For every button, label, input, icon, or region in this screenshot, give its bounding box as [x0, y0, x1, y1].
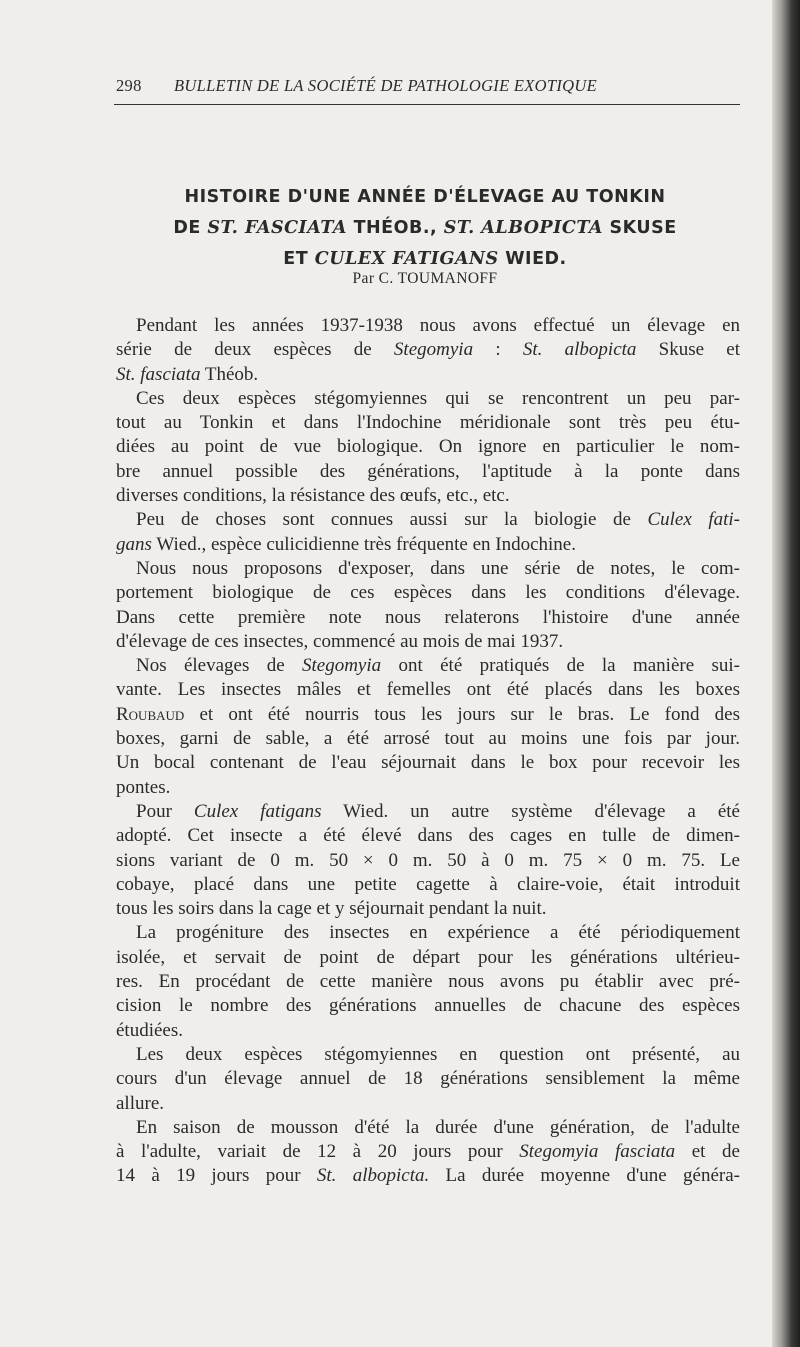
- article-title: [100, 182, 750, 275]
- text-line: Dans cette première note nous relaterons l'histoire d'une année: [116, 606, 740, 628]
- title-species: ST. FASCIATA: [207, 218, 347, 238]
- text-span: Nos élevages de: [136, 655, 302, 677]
- author-line: Par C. TOUMANOFF: [352, 270, 498, 287]
- paragraph: [116, 1043, 740, 1116]
- paragraph: [116, 654, 740, 800]
- text-line: adopté. Cet insecte a été élevé dans des cages en tulle de dimen-: [116, 825, 740, 847]
- species-name: St. fasciata: [116, 363, 201, 385]
- text-line: étudiées.: [116, 1019, 184, 1041]
- text-line: [116, 363, 740, 387]
- paragraph: [116, 387, 740, 508]
- text-line: [116, 654, 740, 678]
- text-span: Pour: [136, 800, 194, 822]
- text-line: Les deux espèces stégomyiennes en question ont présenté, au: [136, 1043, 740, 1065]
- text-line: isolée, et servait de point de départ pour les générations ultérieu-: [116, 946, 740, 968]
- text-line: [116, 508, 740, 532]
- paragraph: [116, 1116, 740, 1189]
- species-name: St. albopicta.: [316, 1165, 430, 1187]
- text-line: bre annuel possible des générations, l'aptitude à la ponte dans: [116, 460, 740, 482]
- paragraph: [116, 921, 740, 1042]
- page-binding-edge: [772, 0, 800, 1347]
- text-line: [116, 800, 740, 824]
- text-span: Skuse et: [636, 339, 741, 361]
- text-line: [116, 533, 740, 557]
- text-line: tout au Tonkin et dans l'Indochine méridionale sont très peu étu-: [116, 412, 740, 434]
- text-line: vante. Les insectes mâles et femelles ont été placés dans les boxes: [116, 679, 740, 701]
- text-line: tous les soirs dans la cage et y séjournait pendant la nuit.: [116, 898, 547, 920]
- text-line: diverses conditions, la résistance des œufs, etc., etc.: [116, 485, 510, 507]
- text-line: En saison de mousson d'été la durée d'une génération, de l'adulte: [136, 1116, 740, 1138]
- title-text: HISTOIRE D'UNE ANNÉE D'ÉLEVAGE AU TONKIN: [184, 187, 666, 207]
- text-line: Nous nous proposons d'exposer, dans une série de notes, le com-: [136, 557, 740, 579]
- text-line: [116, 338, 740, 362]
- text-line: cobaye, placé dans une petite cagette à claire-voie, était introduit: [116, 873, 740, 895]
- species-name: gans: [116, 533, 152, 555]
- text-span: à l'adulte, variait de 12 à 20 jours pour: [116, 1141, 520, 1163]
- text-line: portement biologique de ces espèces dans les conditions d'élevage.: [116, 582, 740, 604]
- paragraph: [116, 508, 740, 557]
- text-line: Ces deux espèces stégomyiennes qui se rencontrent un peu par-: [136, 387, 740, 409]
- text-span: 14 à 19 jours pour: [116, 1165, 317, 1187]
- journal-title: BULLETIN DE LA SOCIÉTÉ DE PATHOLOGIE EXOTIQUE: [174, 76, 597, 95]
- text-line: d'élevage de ces insectes, commencé au mois de mai 1937.: [116, 630, 564, 652]
- text-span: et de: [675, 1141, 740, 1163]
- text-line: Un bocal contenant de l'eau séjournait dans le box pour recevoir les: [116, 752, 740, 774]
- text-span: Wied., espèce culicidienne très fréquente en Indochine.: [151, 533, 576, 555]
- text-line: sions variant de 0 m. 50 × 0 m. 50 à 0 m. 75 × 0 m. 75. Le: [116, 849, 740, 871]
- paragraph: [116, 557, 740, 654]
- text-line: [116, 1140, 740, 1164]
- text-span: Théob.: [200, 363, 259, 385]
- text-line: cours d'un élevage annuel de 18 générations sensiblement la même: [116, 1068, 740, 1090]
- title-line-2: [100, 213, 750, 244]
- title-text: ET: [283, 249, 315, 269]
- paragraph: [116, 800, 740, 921]
- text-line: [116, 1164, 740, 1188]
- title-text: SKUSE: [602, 218, 677, 238]
- text-span: :: [473, 339, 523, 361]
- text-span: La durée moyenne d'une généra-: [429, 1165, 741, 1187]
- text-line: allure.: [116, 1092, 165, 1114]
- species-name: St. albopicta: [522, 339, 637, 361]
- article-body: [116, 314, 740, 1189]
- title-text: DE: [173, 218, 208, 238]
- text-span: et ont été nourris tous les jours sur le bras. Le fond des: [184, 703, 740, 725]
- text-line: res. En procédant de cette manière nous avons pu établir avec pré-: [116, 971, 740, 993]
- text-line: pontes.: [116, 776, 171, 798]
- paragraph: [116, 314, 740, 387]
- species-name: Stegomyia: [302, 655, 382, 677]
- text-line: diées au point de vue biologique. On ignore en particulier le nom-: [116, 436, 740, 458]
- text-span: Wied. un autre système d'élevage a été: [321, 800, 740, 822]
- text-line: La progéniture des insectes en expérience a été périodiquement: [136, 922, 740, 944]
- title-text: WIED.: [498, 249, 567, 269]
- title-species: CULEX FATIGANS: [314, 249, 499, 269]
- species-name: Stegomyia: [393, 339, 474, 361]
- text-line: Pendant les années 1937-1938 nous avons effectué un élevage en: [136, 315, 740, 336]
- title-species: ST. ALBOPICTA: [443, 218, 603, 238]
- text-span: ont été pratiqués de la manière sui-: [381, 655, 740, 677]
- text-span: série de deux espèces de: [116, 339, 394, 361]
- text-line: boxes, garni de sable, a été arrosé tout au moins une fois par jour.: [116, 728, 740, 750]
- text-span: Peu de choses sont connues aussi sur la biologie de: [136, 509, 648, 531]
- text-line: [116, 703, 740, 727]
- text-line: cision le nombre des générations annuelles de chacune des espèces: [116, 995, 740, 1017]
- title-line-1: [100, 182, 750, 213]
- species-name: Culex fatigans: [193, 800, 322, 822]
- header-rule: [114, 104, 740, 105]
- author-name: Roubaud: [116, 703, 185, 725]
- page-number: 298: [116, 76, 142, 95]
- species-name: Stegomyia fasciata: [519, 1141, 676, 1163]
- species-name: Culex fati-: [647, 509, 740, 531]
- title-text: THÉOB.,: [346, 218, 444, 238]
